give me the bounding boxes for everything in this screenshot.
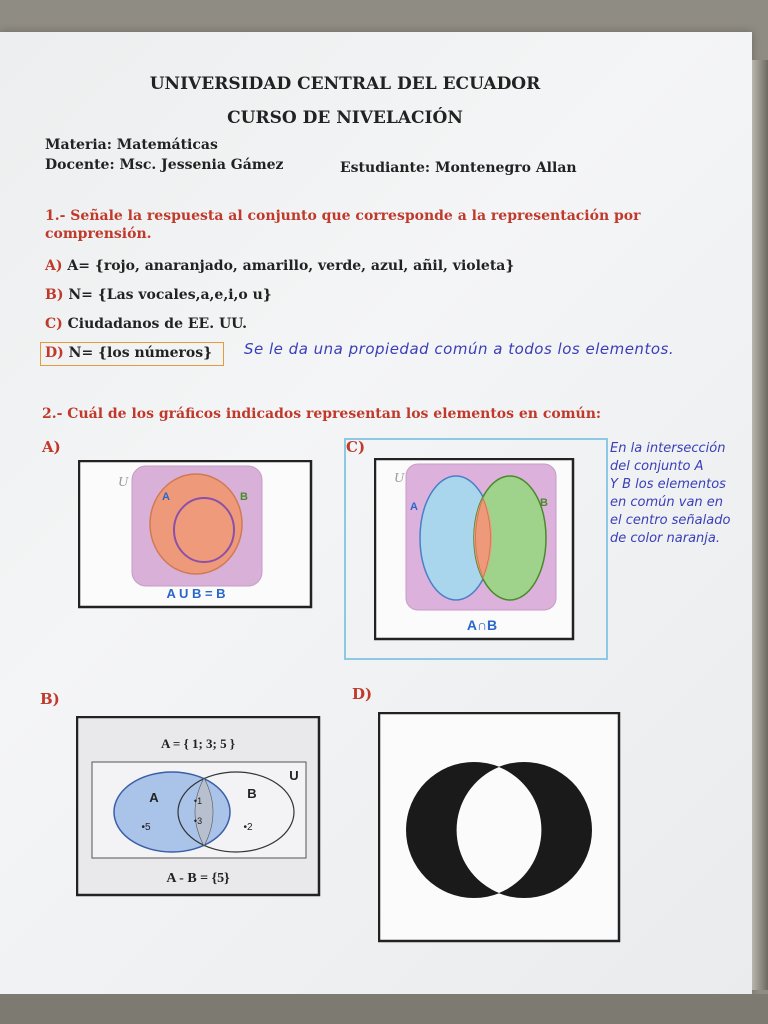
fig-b-a-label: A [149, 790, 159, 805]
fig-b-label: B) [40, 690, 60, 708]
fig-b-caption: A - B = {5} [166, 871, 230, 886]
fig-a-a-label: A [162, 491, 170, 503]
fig-a-venn-union [78, 460, 314, 610]
fig-d-label: D) [352, 685, 373, 703]
fig-a-label: A) [42, 438, 61, 456]
note-line-1: En la intersección [610, 441, 726, 456]
fig-d-symmetric-difference [378, 712, 622, 944]
option-b [45, 287, 272, 303]
university-title: UNIVERSIDAD CENTRAL DEL ECUADOR [149, 74, 541, 94]
handwritten-answer-q1: Se le da una propiedad común a todos los elementos. [244, 340, 675, 358]
option-d-label: D) [45, 345, 64, 361]
fig-a-caption: A U B = B [166, 586, 226, 601]
option-c [45, 316, 247, 332]
note-line-2: del conjunto A [610, 459, 704, 474]
fig-b-element-3: •3 [193, 816, 203, 826]
option-a [45, 258, 514, 274]
option-d-text: N= {los números} [68, 345, 213, 361]
student-line: Estudiante: Montenegro Allan [340, 160, 577, 176]
fig-c-u-label: U [394, 471, 405, 486]
fig-c-b-label: B [540, 497, 548, 509]
fig-b-element-5: •5 [141, 822, 151, 833]
note-line-6: de color naranja. [610, 531, 720, 546]
question1-prompt: 1.- Señale la respuesta al conjunto que corresponde a la representación por [45, 208, 641, 224]
note-line-4: en común van en [610, 495, 724, 510]
question1-prompt-cont: comprensión. [45, 226, 152, 242]
question2-prompt: 2.- Cuál de los gráficos indicados representan los elementos en común: [42, 406, 602, 422]
option-a-label: A) [45, 258, 63, 274]
fig-b-b-label: B [247, 786, 257, 801]
course-title: CURSO DE NIVELACIÓN [227, 108, 463, 128]
fig-c-venn-intersection [374, 458, 576, 642]
option-c-text: Ciudadanos de EE. UU. [67, 316, 247, 332]
fig-b-element-1: •1 [193, 796, 203, 806]
fig-a-b-label: B [240, 491, 248, 503]
option-b-text: N= {Las vocales,a,e,i,o u} [68, 287, 272, 303]
fig-b-venn-difference [76, 716, 322, 898]
option-a-text: A= {rojo, anaranjado, amarillo, verde, azul, añil, violeta} [67, 258, 515, 274]
fig-b-u-label: U [289, 768, 299, 783]
teacher-line: Docente: Msc. Jessenia Gámez [45, 157, 284, 173]
handwritten-note-q2 [610, 440, 760, 548]
option-d [45, 345, 212, 361]
option-c-label: C) [45, 316, 63, 332]
fig-c-label: C) [346, 438, 366, 456]
option-b-label: B) [45, 287, 64, 303]
fig-b-set-definition: A = { 1; 3; 5 } [161, 736, 235, 751]
fig-c-a-label: A [410, 501, 418, 513]
subject-line: Materia: Matemáticas [45, 137, 218, 153]
note-line-3: Y B los elementos [610, 477, 726, 492]
background-bottom [0, 994, 768, 1024]
fig-b-element-2: •2 [243, 822, 253, 833]
fig-c-caption: A∩B [466, 617, 498, 633]
note-line-5: el centro señalado [610, 513, 731, 528]
fig-a-u-label: U [118, 475, 129, 490]
